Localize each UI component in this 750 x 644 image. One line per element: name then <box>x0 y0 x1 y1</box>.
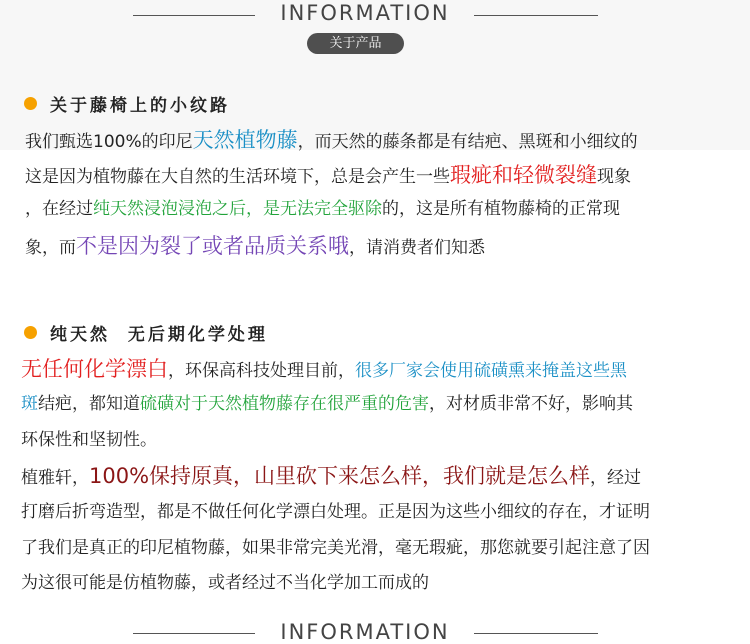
information-header <box>0 0 750 60</box>
highlight-not-cracked: 不是因为裂了或者品质关系哦 <box>76 234 349 258</box>
section1-line-2 <box>25 159 631 189</box>
text-segment: 象，而 <box>25 238 76 258</box>
section2-line-5: 打磨后折弯造型，都是不做任何化学漂白处理。正是因为这些小细纹的存在，才证明 <box>21 502 650 522</box>
text-segment: ，环保高科技处理目前， <box>168 361 355 381</box>
text-segment: ，经过 <box>590 468 642 488</box>
section2-line-3: 环保性和坚韧性。 <box>21 430 157 450</box>
text-segment: ，在经过 <box>25 199 93 219</box>
section2-line-7: 为这很可能是仿植物藤，或者经过不当化学加工而成的 <box>21 573 429 593</box>
text-segment: 我们甄选100%的印尼 <box>25 132 193 152</box>
text-segment: 这是因为植物藤在大自然的生活环境下，总是会产生一些 <box>25 167 450 187</box>
section2-line-6: 了我们是真正的印尼植物藤，如果非常完美光滑，毫无瑕疵，那您就要引起注意了因 <box>21 538 650 558</box>
section2-line-2 <box>21 389 633 414</box>
text-segment: 现象 <box>597 167 631 187</box>
text-segment: ，对材质非常不好，影响其 <box>429 394 633 414</box>
highlight-flaws: 瑕疵和轻微裂缝 <box>450 163 597 187</box>
section-heading-text: 关于藤椅上的小纹路 <box>50 95 230 116</box>
text-segment: ，而天然的藤条都是有结疤、黑斑和小细纹的 <box>297 132 638 152</box>
section2-line-1 <box>21 353 627 383</box>
text-segment: 结疤，都知道 <box>38 394 140 414</box>
highlight-sulfur-harm: 硫磺对于天然植物藤存在很严重的危害 <box>140 394 429 414</box>
information-title-footer: INFORMATION <box>280 620 450 644</box>
section1-line-3 <box>25 194 620 219</box>
information-title: INFORMATION <box>280 1 450 25</box>
text-segment: 的，这是所有植物藤椅的正常现 <box>382 199 620 219</box>
highlight-natural-rattan: 天然植物藤 <box>192 128 298 152</box>
bullet-dot-icon <box>24 97 37 110</box>
text-segment: ，请消费者们知悉 <box>349 238 485 258</box>
section1-line-1 <box>25 124 638 154</box>
section-heading-text: 纯天然 无后期化学处理 <box>50 324 268 345</box>
highlight-sulfur-smoke: 很多厂家会使用硫磺熏来掩盖这些黑 <box>355 361 627 381</box>
section1-line-4 <box>25 230 485 260</box>
section-heading-rattan-texture <box>24 91 230 115</box>
about-product-badge: 关于产品 <box>307 33 404 54</box>
text-segment: 斑 <box>21 394 38 414</box>
header-divider-left <box>133 15 255 16</box>
section2-line-4 <box>21 460 641 490</box>
highlight-original: 100%保持原真，山里砍下来怎么样，我们就是怎么样 <box>89 464 591 488</box>
highlight-no-bleach: 无任何化学漂白 <box>21 357 168 381</box>
bullet-dot-icon <box>24 326 37 339</box>
text-segment: 植雅轩， <box>21 468 89 488</box>
header-divider-right <box>474 15 598 16</box>
highlight-soaking: 纯天然浸泡浸泡之后，是无法完全驱除 <box>93 199 382 219</box>
section-heading-natural <box>24 320 268 344</box>
